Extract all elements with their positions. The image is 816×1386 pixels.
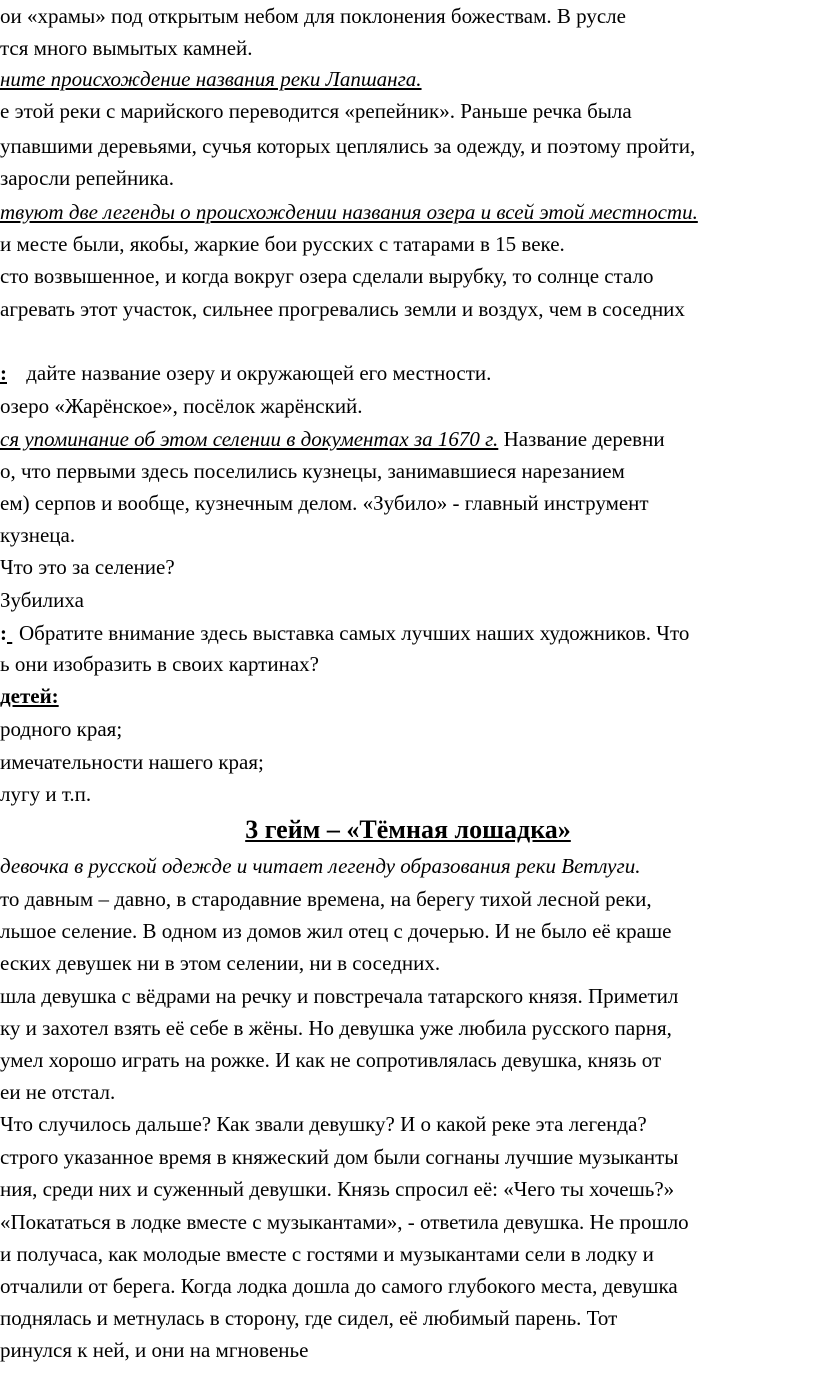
text-line: отчалили от берега. Когда лодка дошла до самого глубокого места, девушка [0, 1274, 678, 1298]
section-heading: 3 гейм – «Тёмная лошадка» [245, 815, 571, 844]
text-line: умел хорошо играть на рожке. И как не сопротивлялась девушка, князь от [0, 1048, 662, 1072]
text-line: и месте были, якобы, жаркие бои русских с татарами в 15 веке. [0, 232, 565, 256]
text-line: ния, среди них и суженный девушки. Князь спросил её: «Чего ты хочешь?» [0, 1177, 675, 1201]
list-item: имечательности нашего края; [0, 750, 264, 774]
text-line: о, что первыми здесь поселились кузнецы, занимавшиеся нарезанием [0, 459, 625, 483]
task-label: : [0, 621, 7, 645]
answer-line: Зубилиха [0, 588, 84, 612]
text-line: кузнеца. [0, 523, 76, 547]
subheading-line: детей: [0, 684, 59, 708]
text-line: строго указанное время в княжеский дом были согнаны лучшие музыканты [0, 1145, 679, 1169]
text-line: еи не отстал. [0, 1080, 116, 1104]
text-line: упавшими деревьями, сучья которых цеплялись за одежду, и поэтому пройти, [0, 134, 696, 158]
task-text: Обратите внимание здесь выставка самых лучших наших художников. Что [19, 621, 690, 645]
text-continuation: Название деревни [503, 427, 665, 451]
stage-direction: девочка в русской одежде и читает легенду образования реки Ветлуги. [0, 854, 641, 878]
text-line: сто возвышенное, и когда вокруг озера сделали вырубку, то солнце стало [0, 264, 654, 288]
text-line: ем) серпов и вообще, кузнечным делом. «Зубило» - главный инструмент [0, 491, 649, 515]
text-line: е этой реки с марийского переводится «репейник». Раньше речка была [0, 99, 632, 123]
text-line: заросли репейника. [0, 166, 174, 190]
text-line: еских девушек ни в этом селении, ни в соседних. [0, 951, 441, 975]
question-line: Что случилось дальше? Как звали девушку? И о какой реке эта легенда? [0, 1112, 647, 1136]
text-line: ку и захотел взять её себе в жёны. Но девушка уже любила русского парня, [0, 1016, 672, 1040]
task-line [0, 357, 491, 389]
text-line: ь они изобразить в своих картинах? [0, 652, 319, 676]
list-item: родного края; [0, 717, 123, 741]
text-line: ои «храмы» под открытым небом для поклонения божествам. В русле [0, 4, 626, 28]
question-line: твуют две легенды о происхождении названия озера и всей этой местности. [0, 200, 698, 224]
text-line: ринулся к ней, и они на мгновенье [0, 1338, 309, 1362]
task-label: : [0, 361, 7, 385]
text-line [0, 423, 665, 455]
text-line: шла девушка с вёдрами на речку и повстречала татарского князя. Приметил [0, 984, 679, 1008]
answer-line: озеро «Жарёнское», посёлок жарёнский. [0, 394, 363, 418]
text-line: то давным – давно, в стародавние времена, на берегу тихой лесной реки, [0, 887, 652, 911]
question-line: ните происхождение названия реки Лапшанга. [0, 67, 422, 91]
text-line: и получаса, как молодые вместе с гостями и музыкантами сели в лодку и [0, 1242, 654, 1266]
text-line: поднялась и метнулась в сторону, где сидел, её любимый парень. Тот [0, 1306, 618, 1330]
text-line: тся много вымытых камней. [0, 36, 253, 60]
text-line: агревать этот участок, сильнее прогревались земли и воздух, чем в соседних [0, 297, 685, 321]
task-line [0, 617, 689, 649]
question-line: Что это за селение? [0, 555, 175, 579]
list-item: лугу и т.п. [0, 782, 92, 806]
text-line: льшое селение. В одном из домов жил отец с дочерью. И не было её краше [0, 919, 672, 943]
task-text: дайте название озеру и окружающей его местности. [26, 361, 492, 385]
text-line: «Покататься в лодке вместе с музыкантами», - ответила девушка. Не прошло [0, 1210, 689, 1234]
question-text: ся упоминание об этом селении в документах за 1670 г. [0, 427, 499, 451]
